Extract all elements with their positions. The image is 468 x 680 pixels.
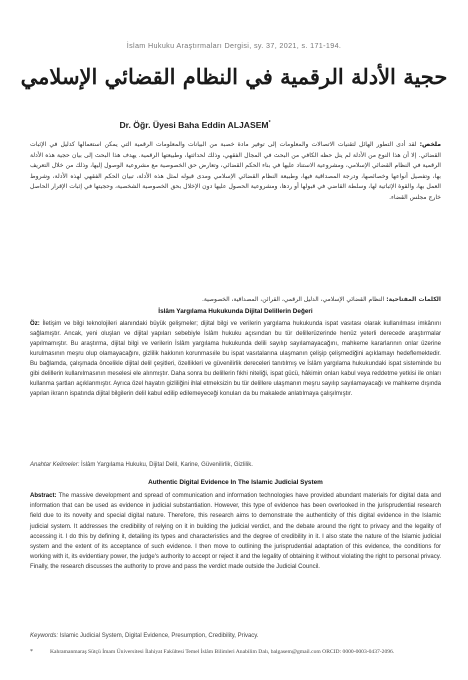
arabic-keywords-label: الكلمات المفتاحية: bbox=[386, 296, 441, 303]
arabic-abstract bbox=[30, 140, 441, 204]
footnote-text: Kahramanmaraş Sütçü İmam Üniversitesi İlahiyat Fakültesi Temel İslâm Bilimleri Anabilim Dalı, balgasem@gmail.com ORCID: 0000-0003-0437-2096. bbox=[50, 649, 395, 655]
turkish-abstract-label: Öz: bbox=[30, 321, 40, 327]
turkish-section-title: İslâm Yargılama Hukukunda Dijital Delillerin Değeri bbox=[158, 308, 313, 315]
footnote-mark: * bbox=[30, 649, 33, 655]
arabic-abstract-text: لقد أدى التطور الهائل لتقنيات الاتصالات والمعلومات إلى توفير مادة خصبة من البيانات والمعلومات الرقمية التي يمكن استعمالها كدليل في الإثبات القضائي. إلا أن هذا النوع من الأدلة لم ينل حظه الكافي من البحث في المجال الفقهي، وذلك لحداثتها، وطبيعتها الرقمية. يهدف هذا البحث إلى بيان حجية هذه الأدلة الرقمية في النظام القضائي الإسلامي، ومشروعية الاستناد عليها في بناء الحكم القضائي، وتعارض حق الخصوصية مع مشروعية الوصول إليها، وذلك من خلال التعريف بها، وتفصيل أنواعها وخصائصها، ودرجة المصداقية فيها، وطبيعة النظام القضائي الإسلامي ومدى قبوله لمثل هذه الأدلة، تبيان الحكم الفقهي لهذه الأدلة، وشروط العمل بها، والقوة الإثباتية لها، وسلطة القاضي في قبولها أو ردها، ومشروعية الحصول عليها دون الإخلال بحق الخصوصية الشخصية، وحجيتها في إثبات الإقرار الحاصل خارج مجلس القضاء. bbox=[30, 141, 441, 201]
turkish-keywords bbox=[30, 462, 441, 468]
arabic-keywords bbox=[30, 296, 441, 303]
author-footnote-mark: * bbox=[268, 120, 271, 127]
turkish-abstract bbox=[30, 320, 441, 400]
turkish-keywords-label: Anahtar Kelimeler: bbox=[30, 462, 80, 468]
arabic-abstract-label: ملخص: bbox=[419, 141, 442, 148]
arabic-title: حجية الأدلة الرقمية في النظام القضائي الإسلامي bbox=[20, 64, 448, 89]
arabic-keywords-text: النظام القضائي الإسلامي، الدليل الرقمي، القرائن، المصداقية، الخصوصية. bbox=[201, 296, 385, 303]
english-abstract-label: Abstract: bbox=[30, 493, 57, 499]
turkish-keywords-text: İslâm Yargılama Hukuku, Dijital Delil, Karine, Güvenilirlik, Gizlilik. bbox=[81, 462, 253, 468]
english-section-title: Authentic Digital Evidence In The Islamic Judicial System bbox=[148, 479, 323, 486]
turkish-abstract-text: İletişim ve bilgi teknolojileri alanındaki büyük gelişmeler; dijital bilgi ve verilerin yargılama hukukunda ispat vasıtası olarak kullanılması imkânını sağlamıştır. Ancak, yeni oluşları ve dijital yapıları sebebiyle İslâm hukuku açısından bu tür delillerüzerinde henüz yeterli derecede araştırmalar yapılmamıştır. Bu araştırma, dijital bilgi ve verilerin İslâm yargılama hukukunda delili sayılıp sayılamayacağını, mahkeme kararlarının onlar üzerine kurulmasının meşru olup olamayacağını, gizlilik hakkının korunmasıile bu ispat vasıtalarına ulaşmanın çelişip çelişmediğini açıklamayı hedeflemektedir. Bu bağlamda, çalışmada öncelikle dijital delil çeşitleri, özellikleri ve güvenilirlik dereceleri tanıtılmış ve İslâm yargılama hukukundaki ispat sisteminde bu gibi delillerin kullanılmasının meselesi ele alınmıştır. Daha sonra bu delillerin fıkhi niteliği, ispat gücü, hâkimin onları kabul veya reddetme yetkisi ile onları kullanma şartları açıklanmıştır. Ayrıca özel hayatın gizliliğini ihlal etmeksizin bu tür delillere ulaşmanın meşru sayılıp sayılamayacağı ve mahkeme dışında yapılan ikrarın ispatında dijital bilgilerin delil kabul edilip edilemeyeceği konuları da bu makalede anlatılmaya çalışılmıştır. bbox=[30, 321, 442, 397]
author-name-text: Dr. Öğr. Üyesi Baha Eddin ALJASEM bbox=[119, 120, 269, 130]
english-keywords-label: Keywords: bbox=[30, 633, 59, 639]
footnote bbox=[30, 648, 441, 656]
author-name bbox=[60, 120, 330, 130]
english-keywords bbox=[30, 633, 441, 639]
journal-header: İslam Hukuku Araştırmaları Dergisi, sy. 37, 2021, s. 171-194. bbox=[126, 41, 342, 50]
english-abstract bbox=[30, 491, 441, 573]
english-abstract-text: The massive development and spread of communication and information technologies have provided abundant materials for digital data and information that can be used as evidence in judicial substantiation. However, this type of evidence has been overlooked in the jurisprudential research field due to its novelty and special digital nature. Therefore, this research aims to demonstrate the authenticity of this digital evidence in the Islamic judicial system. It addresses the credibility of relying on it in building the judicial verdict, and the debate around the right to privacy and the legality of accessing it. I do this by defining it, detailing its types and characteristics and the degree of credibility in it. I also state the nature of the Islamic judicial system and the extent of its acceptance of such evidence. I then move to outlining the jurisprudential adaptation of this evidence, the conditions for working with it, its evidentiary power, the judge's authority to accept or reject it and the legality of obtaining it without violating the right to personal privacy. Finally, the research discusses the authority to prove and pass the verdict made outside the Judicial Council. bbox=[30, 493, 441, 571]
english-keywords-text: Islamic Judicial System, Digital Evidence, Presumption, Credibility, Privacy. bbox=[59, 633, 259, 639]
